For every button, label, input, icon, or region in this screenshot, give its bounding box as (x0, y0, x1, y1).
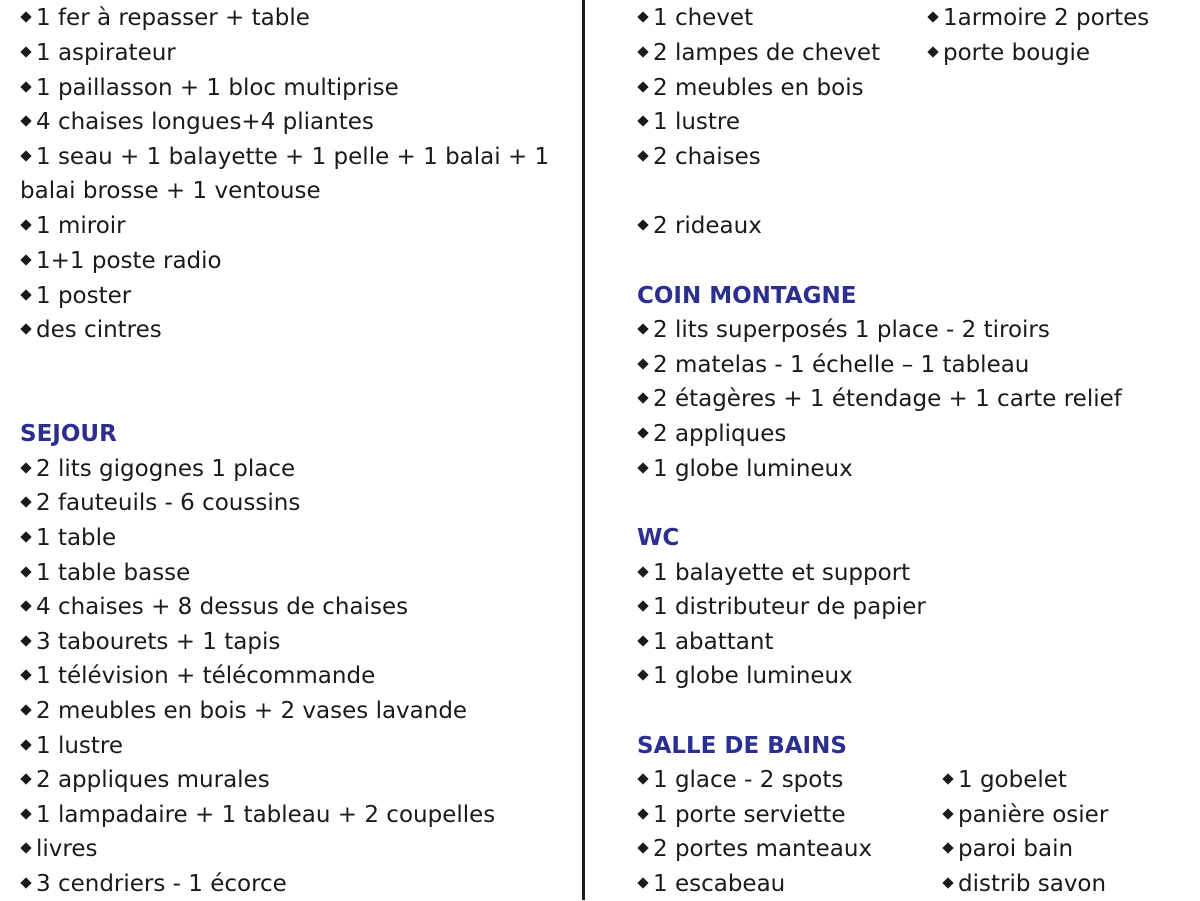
list-item: 1 escabeau (637, 867, 785, 901)
list-item: 2 fauteuils - 6 coussins (20, 486, 300, 520)
list-item: 1 gobelet (942, 763, 1067, 797)
list-item: 2 lits superposés 1 place - 2 tiroirs (637, 313, 1050, 347)
list-item: paroi bain (942, 832, 1073, 866)
bullet-icon (20, 46, 31, 57)
list-item: 1 paillasson + 1 bloc multiprise (20, 71, 399, 105)
list-item: 4 chaises + 8 dessus de chaises (20, 590, 408, 624)
bullet-icon (637, 427, 648, 438)
list-item: 2 lits gigognes 1 place (20, 452, 295, 486)
section-heading-salle-de-bains: SALLE DE BAINS (637, 733, 847, 759)
list-item: 1 lampadaire + 1 tableau + 2 coupelles (20, 798, 495, 832)
bullet-icon (20, 773, 31, 784)
bullet-icon (20, 877, 31, 888)
bullet-icon (927, 11, 938, 22)
list-item: 1+1 poste radio (20, 244, 222, 278)
bullet-icon (637, 358, 648, 369)
list-item: 1 balayette et support (637, 556, 910, 590)
list-item: 1 table (20, 521, 116, 555)
bullet-icon (20, 496, 31, 507)
section-heading-wc: WC (637, 525, 680, 551)
bullet-icon (637, 462, 648, 473)
list-item: 2 étagères + 1 étendage + 1 carte relief (637, 382, 1122, 416)
list-item: 2 portes manteaux (637, 832, 872, 866)
bullet-icon (20, 566, 31, 577)
bullet-icon (20, 219, 31, 230)
list-item: 2 appliques (637, 417, 786, 451)
bullet-icon (20, 635, 31, 646)
list-item: 2 meubles en bois + 2 vases lavande (20, 694, 467, 728)
list-item: 1 porte serviette (637, 798, 845, 832)
list-item: 4 chaises longues+4 pliantes (20, 105, 374, 139)
list-item: 3 tabourets + 1 tapis (20, 625, 280, 659)
list-item: 2 appliques murales (20, 763, 270, 797)
bullet-icon (942, 773, 953, 784)
bullet-icon (20, 81, 31, 92)
bullet-icon (637, 392, 648, 403)
list-item: 2 meubles en bois (637, 71, 864, 105)
bullet-icon (637, 46, 648, 57)
bullet-icon (20, 462, 31, 473)
bullet-icon (637, 808, 648, 819)
list-item: 2 lampes de chevet (637, 36, 880, 70)
list-item: livres (20, 832, 97, 866)
bullet-icon (637, 115, 648, 126)
column-divider (582, 0, 585, 900)
bullet-icon (20, 531, 31, 542)
bullet-icon (637, 323, 648, 334)
bullet-icon (20, 11, 31, 22)
list-item: 1 fer à repasser + table (20, 1, 310, 35)
bullet-icon (20, 115, 31, 126)
bullet-icon (637, 669, 648, 680)
section-heading-montagne: COIN MONTAGNE (637, 283, 857, 309)
list-item: 1armoire 2 portes (927, 1, 1149, 35)
bullet-icon (637, 11, 648, 22)
list-item: 1 miroir (20, 209, 126, 243)
bullet-icon (20, 842, 31, 853)
list-item: 1 chevet (637, 1, 753, 35)
list-item: 1 poster (20, 279, 131, 313)
list-item: distrib savon (942, 867, 1106, 901)
bullet-icon (942, 877, 953, 888)
list-item: 2 rideaux (637, 209, 762, 243)
list-item: 2 matelas - 1 échelle – 1 tableau (637, 348, 1029, 382)
list-item: 1 seau + 1 balayette + 1 pelle + 1 balai + 1 balai brosse + 1 ventouse (20, 144, 550, 204)
list-item: 1 globe lumineux (637, 452, 853, 486)
list-item: 3 cendriers - 1 écorce (20, 867, 287, 901)
bullet-icon (20, 600, 31, 611)
bullet-icon (637, 566, 648, 577)
list-item: 1 distributeur de papier (637, 590, 926, 624)
section-heading-sejour: SEJOUR (20, 421, 117, 447)
list-item: 1 aspirateur (20, 36, 176, 70)
bullet-icon (637, 219, 648, 230)
bullet-icon (20, 808, 31, 819)
bullet-icon (637, 150, 648, 161)
list-item: 1 abattant (637, 625, 773, 659)
bullet-icon (637, 81, 648, 92)
list-item: des cintres (20, 313, 162, 347)
bullet-icon (20, 150, 31, 161)
list-item: porte bougie (927, 36, 1090, 70)
list-item: 1 lustre (20, 729, 123, 763)
bullet-icon (942, 842, 953, 853)
bullet-icon (637, 842, 648, 853)
list-item: 1 lustre (637, 105, 740, 139)
bullet-icon (927, 46, 938, 57)
bullet-icon (637, 773, 648, 784)
list-item: panière osier (942, 798, 1108, 832)
bullet-icon (20, 323, 31, 334)
bullet-icon (637, 635, 648, 646)
bullet-icon (20, 254, 31, 265)
bullet-icon (637, 600, 648, 611)
bullet-icon (20, 704, 31, 715)
list-item: 1 globe lumineux (637, 659, 853, 693)
list-item: 1 télévision + télécommande (20, 659, 375, 693)
bullet-icon (20, 739, 31, 750)
list-item: 2 chaises (637, 140, 761, 174)
list-item: 1 table basse (20, 556, 190, 590)
bullet-icon (20, 669, 31, 680)
bullet-icon (20, 289, 31, 300)
bullet-icon (637, 877, 648, 888)
list-item: 1 glace - 2 spots (637, 763, 843, 797)
bullet-icon (942, 808, 953, 819)
